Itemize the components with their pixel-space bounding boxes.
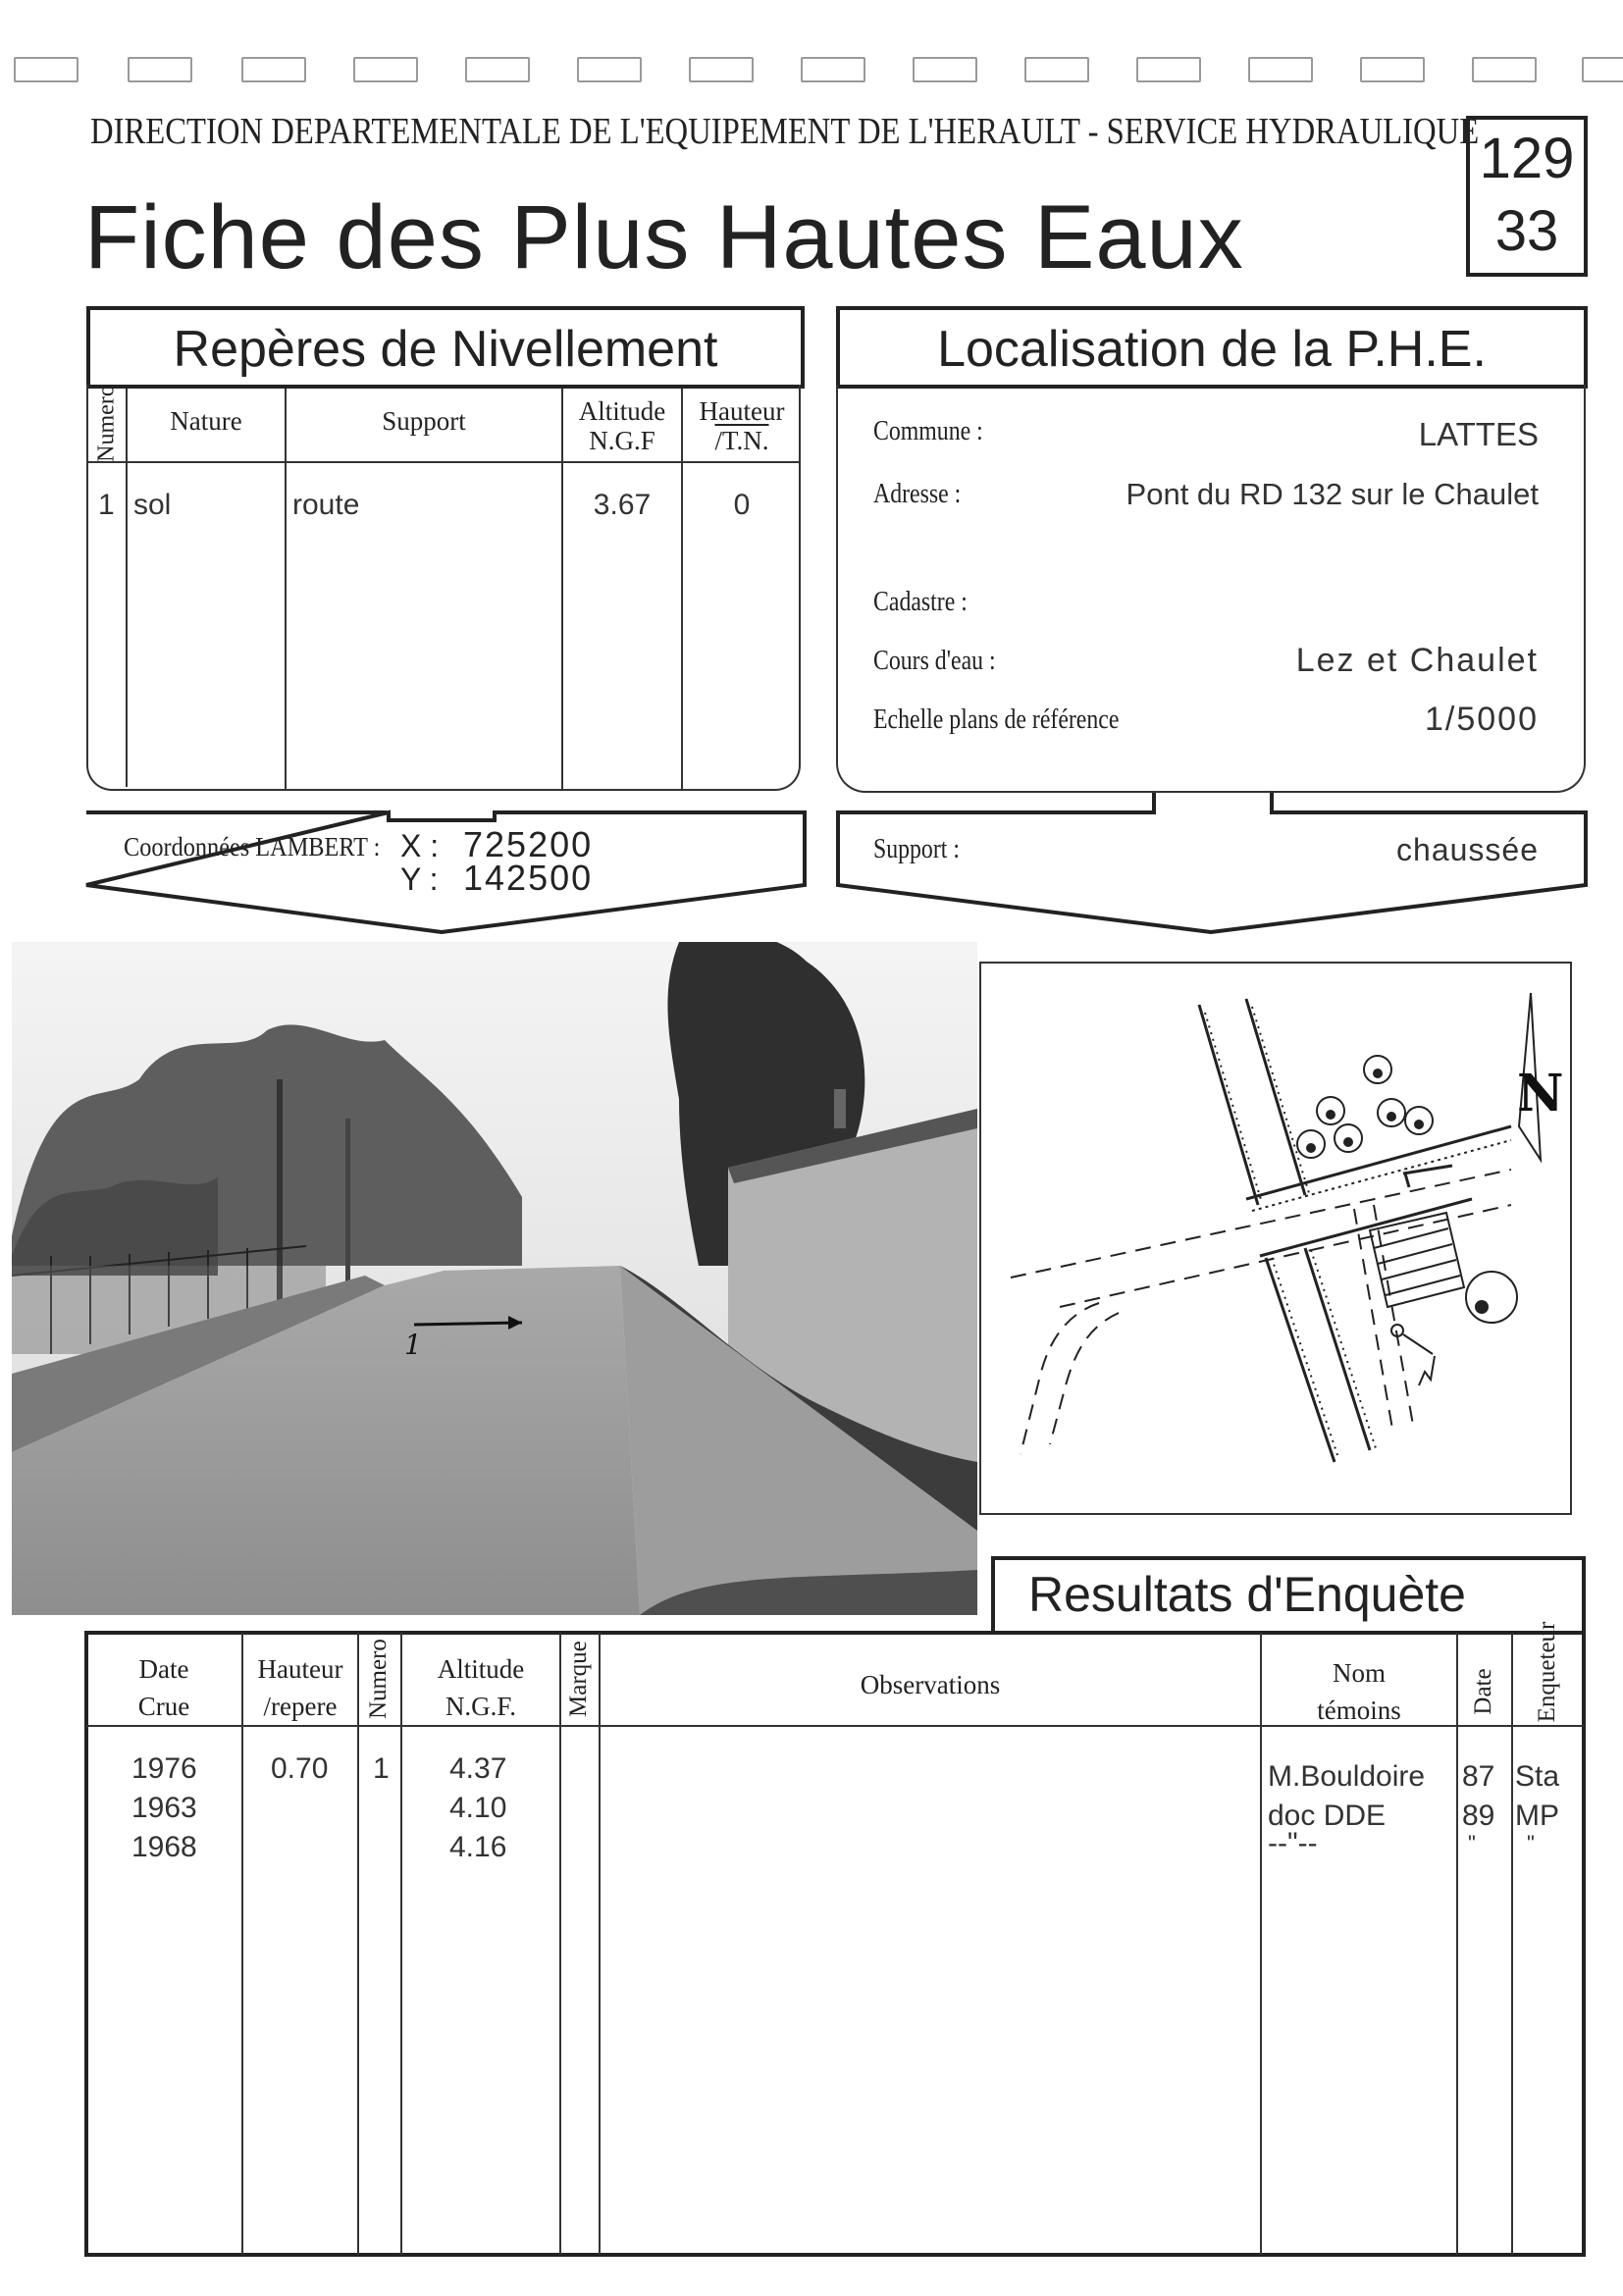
- punch-hole: [14, 57, 79, 82]
- punch-hole: [577, 57, 642, 82]
- localisation-title: Localisation de la P.H.E.: [937, 321, 1487, 378]
- reperes-header-altitude-1: Altitude: [578, 396, 666, 426]
- location-plan-sketch: [981, 964, 1570, 1513]
- reperes-cell-support: route: [292, 489, 360, 521]
- reperes-title: Repères de Nivellement: [173, 321, 718, 378]
- adresse-value: Pont du RD 132 sur le Chaulet: [1126, 477, 1539, 511]
- resultats-header-date: Date: [1470, 1668, 1496, 1715]
- cell-date: 89: [1462, 1800, 1495, 1832]
- reperes-header-altitude-2: N.G.F: [589, 426, 655, 455]
- cell-enqueteur: MP: [1515, 1800, 1559, 1832]
- resultats-header-hauteur-2: /repere: [263, 1692, 338, 1721]
- cell-nom: M.Bouldoire: [1268, 1760, 1426, 1793]
- lambert-label: Coordonnées LAMBERT :: [124, 832, 381, 861]
- site-photo: [12, 942, 977, 1615]
- north-label: N: [1517, 1064, 1564, 1123]
- cell-numero: 1: [373, 1752, 390, 1785]
- resultats-header-nom-1: Nom: [1333, 1658, 1386, 1688]
- lambert-y-label: Y :: [400, 861, 439, 897]
- cell-nom: doc DDE: [1268, 1800, 1387, 1832]
- commune-label: Commune :: [873, 416, 983, 446]
- echelle-value: 1/5000: [1425, 701, 1539, 738]
- resultats-header-hauteur-1: Hauteur: [257, 1654, 343, 1684]
- resultats-header-date-crue: [86, 1654, 241, 1721]
- page-title: Fiche des Plus Hautes Eaux: [84, 187, 1244, 287]
- reperes-header-numero: Numero: [93, 385, 120, 462]
- resultats-header-altitude: [402, 1654, 559, 1721]
- reperes-cell-numero: 1: [98, 489, 115, 521]
- localisation-title-box: [836, 306, 1588, 389]
- punch-hole: [689, 57, 754, 82]
- reperes-header-hauteur-2: /T.N.: [714, 426, 769, 455]
- lambert-arrow-box: [82, 809, 809, 936]
- punch-hole: [1472, 57, 1537, 82]
- support-value: chaussée: [1396, 832, 1539, 867]
- cell-date: ": [1468, 1831, 1476, 1855]
- resultats-header-altitude-1: Altitude: [437, 1654, 525, 1684]
- reperes-cell-altitude: 3.67: [593, 489, 652, 521]
- reperes-title-box: [86, 306, 805, 389]
- punch-hole: [1248, 57, 1313, 82]
- cell-altitude: 4.10: [449, 1792, 507, 1824]
- resultats-title: Resultats d'Enquète: [1028, 1567, 1466, 1622]
- commune-value: LATTES: [1418, 416, 1539, 452]
- reperes-cell-nature: sol: [133, 489, 172, 521]
- lambert-x-label: X :: [400, 828, 440, 863]
- punch-hole: [465, 57, 530, 82]
- punch-hole: [1360, 57, 1425, 82]
- punch-hole: [913, 57, 977, 82]
- cadastre-label: Cadastre :: [873, 587, 968, 617]
- punch-hole: [353, 57, 418, 82]
- resultats-title-box: [991, 1556, 1586, 1635]
- resultats-header-nom: [1262, 1658, 1456, 1725]
- adresse-label: Adresse :: [873, 479, 962, 509]
- punch-hole: [1024, 57, 1089, 82]
- resultats-header-observations: Observations: [860, 1670, 1001, 1699]
- resultats-header-altitude-2: N.G.F.: [445, 1692, 517, 1721]
- lambert-y-value: 142500: [463, 858, 594, 898]
- reference-top: 129: [1479, 127, 1575, 190]
- cell-date-crue: 1968: [131, 1831, 197, 1863]
- punch-hole: [801, 57, 865, 82]
- resultats-header-marque: Marque: [565, 1641, 592, 1717]
- resultats-header-numero: Numero: [365, 1639, 392, 1719]
- cell-enqueteur: Sta: [1515, 1760, 1560, 1793]
- cell-nom: --"--: [1268, 1827, 1318, 1859]
- cell-date-crue: 1976: [131, 1752, 197, 1785]
- reference-bottom: 33: [1494, 199, 1559, 263]
- reperes-header-hauteur-1: Hauteur: [699, 396, 785, 426]
- cell-enqueteur: ": [1527, 1831, 1535, 1855]
- cours-eau-label: Cours d'eau :: [873, 646, 996, 676]
- photo-marker-label: 1: [404, 1329, 422, 1361]
- reference-box: [1466, 116, 1588, 277]
- punch-hole: [1582, 57, 1623, 82]
- reperes-cell-hauteur: 0: [733, 489, 751, 521]
- cell-altitude: 4.16: [449, 1831, 507, 1863]
- lambert-x-value: 725200: [463, 824, 594, 864]
- reperes-header-support: Support: [382, 406, 466, 436]
- cours-eau-value: Lez et Chaulet: [1295, 642, 1539, 679]
- reperes-header-hauteur: [683, 396, 801, 455]
- resultats-header-date-1: Date: [138, 1654, 189, 1684]
- echelle-label: Echelle plans de référence: [873, 704, 1120, 735]
- resultats-header-hauteur: [243, 1654, 357, 1721]
- punch-hole: [241, 57, 306, 82]
- cell-date: 87: [1462, 1760, 1495, 1793]
- punch-hole: [1136, 57, 1201, 82]
- cell-hauteur: 0.70: [271, 1752, 329, 1785]
- department-header: DIRECTION DEPARTEMENTALE DE L'EQUIPEMENT DE L'HERAULT - SERVICE HYDRAULIQUE: [90, 111, 1480, 152]
- punch-hole: [128, 57, 192, 82]
- resultats-header-enqueteur: Enqueteur: [1534, 1621, 1560, 1723]
- support-label: Support :: [873, 834, 960, 864]
- cell-date-crue: 1963: [131, 1792, 197, 1824]
- resultats-header-date-2: Crue: [137, 1692, 190, 1721]
- reperes-header-nature: Nature: [170, 406, 242, 436]
- reperes-header-altitude: [563, 396, 681, 455]
- cell-altitude: 4.37: [449, 1752, 507, 1785]
- resultats-header-nom-2: témoins: [1317, 1696, 1401, 1725]
